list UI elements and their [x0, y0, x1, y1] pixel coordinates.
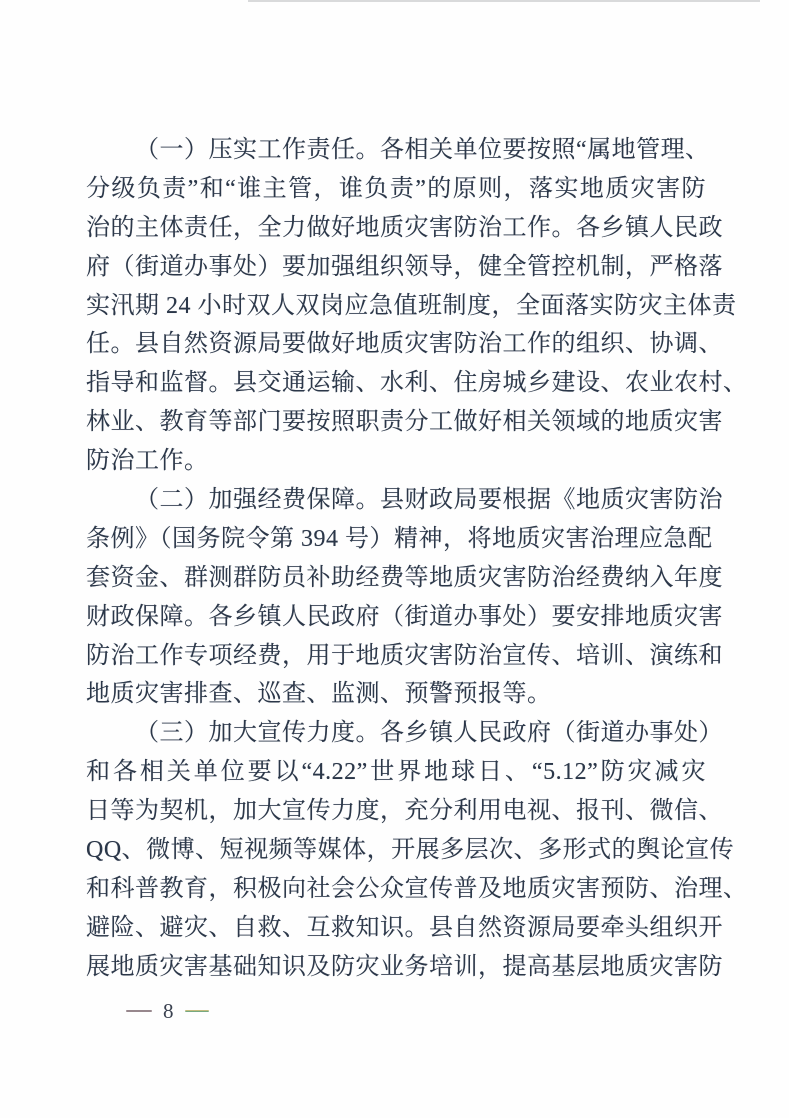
text-line: 和各相关单位要以“4.22”世界地球日、“5.12”防灾减灾	[86, 759, 706, 786]
text-line: 防治工作。	[86, 448, 209, 475]
text-line: QQ、微博、短视频等媒体，开展多层次、多形式的舆论宣传	[86, 837, 735, 864]
text-line: 实汛期 24 小时双人双岗应急值班制度，全面落实防灾主体责	[86, 292, 737, 319]
text-line: 治的主体责任，全力做好地质灾害防治工作。各乡镇人民政	[86, 214, 723, 241]
text-line: 条例》（国务院令第 394 号）精神，将地质灾害治理应急配	[86, 525, 713, 552]
text-line: 展地质灾害基础知识及防灾业务培训，提高基层地质灾害防	[86, 953, 723, 980]
text-line: 财政保障。各乡镇人民政府（街道办事处）要安排地质灾害	[86, 603, 723, 630]
scan-artifact-line	[248, 0, 760, 2]
text-line: （一）压实工作责任。各相关单位要按照“属地管理、	[135, 137, 710, 163]
text-line: 防治工作专项经费，用于地质灾害防治宣传、培训、演练和	[86, 642, 723, 669]
text-line: （三）加大宣传力度。各乡镇人民政府（街道办事处）	[135, 720, 723, 747]
footer-dash-right	[185, 1010, 209, 1013]
text-line: 分级负责”和“谁主管，谁负责”的原则，落实地质灾害防	[86, 175, 706, 202]
text-line: 林业、教育等部门要按照职责分工做好相关领域的地质灾害	[86, 409, 723, 436]
text-line: 套资金、群测群防员补助经费等地质灾害防治经费纳入年度	[86, 564, 723, 591]
text-line: 避险、避灾、自救、互救知识。县自然资源局要牵头组织开	[86, 914, 723, 941]
text-line: 任。县自然资源局要做好地质灾害防治工作的组织、协调、	[86, 331, 723, 358]
text-line: 指导和监督。县交通运输、水利、住房城乡建设、农业农村、	[86, 370, 748, 397]
paragraph-section-2	[86, 481, 723, 714]
page-footer	[126, 996, 209, 1026]
paragraph-section-1	[86, 131, 748, 481]
text-line: （二）加强经费保障。县财政局要根据《地质灾害防治	[135, 487, 723, 514]
text-line: 地质灾害排查、巡查、监测、预警预报等。	[86, 681, 552, 708]
text-line: 和科普教育，积极向社会公众宣传普及地质灾害预防、治理、	[86, 875, 748, 902]
page-number: 8	[163, 999, 174, 1023]
footer-dash-left	[126, 1010, 152, 1013]
text-line: 日等为契机，加大宣传力度，充分利用电视、报刊、微信、	[86, 798, 723, 825]
text-line: 府（街道办事处）要加强组织领导，健全管控机制，严格落	[86, 253, 723, 280]
document-body	[86, 131, 748, 987]
paragraph-section-3	[86, 714, 748, 986]
